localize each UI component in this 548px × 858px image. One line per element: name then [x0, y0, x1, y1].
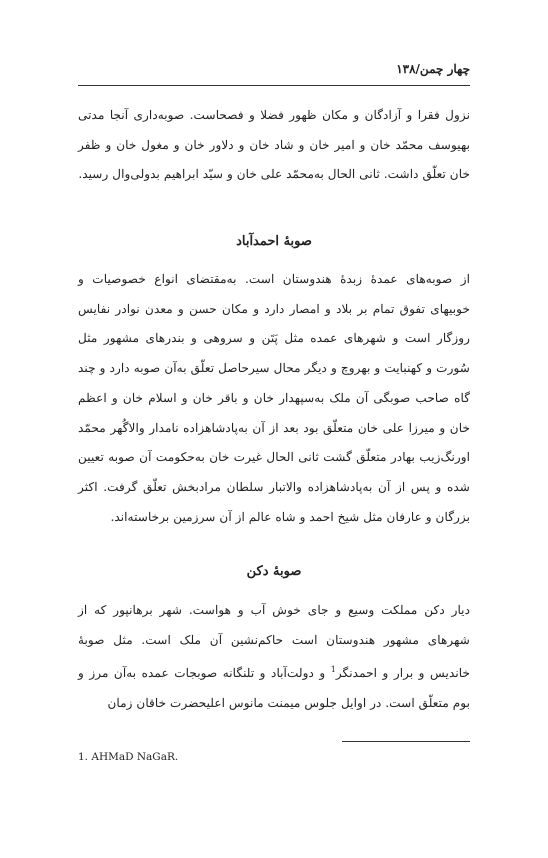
section-heading-ahmadabad: صوبهٔ احمدآباد	[236, 234, 312, 249]
header-divider	[78, 85, 470, 86]
footnote: 1. AHMaD NaGaR.	[78, 751, 179, 763]
running-header: چهار چمن/۱۳۸	[396, 62, 470, 76]
footnote-marker: 1	[330, 665, 336, 675]
paragraph-ahmadabad: از صوبه‌های عمدهٔ زبدهٔ هندوستان است. به‌مقتضای انواع خصوصیات و خوبیهای تفوق تمام بر بلاد و امصار دارد و مکان حسن و معدن نوادر نفایس روزگار است و شهرهای عمده مثل پَتَن و سروهی و بندرهای مشهور مثل سُورت و کهنبایت و بهروچ و دیگر محال سیرحاصل تعلّق به‌آن صوبه دارد و چند گاه صاحب صوبگی آن ملک به‌سپهدار خان و باقر خان و اسلام خان و اعظم خان و میرزا علی خان متعلّق بود بعد از آن به‌پادشاهزاده نامدار والاگُهر محمّد اورنگ‌زیب بهادر متعلّق گشت ثانی الحال غیرت خان به‌حکومت آن صوبه تعیین شده و پس از آن به‌پادشاهزاده والاتبار سلطان مرادبخش تعلّق گرفت. اکثر بزرگان و عارفان مثل شیخ احمد و شاه عالم از آن سرزمین برخاسته‌اند.	[78, 272, 470, 524]
paragraph-deccan-part1: دیار دکن مملکت وسیع و جای خوش آب و هواست. شهر برهانپور که از شهرهای مشهور هندوستان است حاکم‌نشین آن ملک است. مثل صوبهٔ خاندیس و برار و احمدنگر	[78, 603, 470, 681]
footnote-divider	[342, 741, 470, 742]
paragraph-intro: نزول فقرا و آزادگان و مکان ظهور فضلا و فصحاست. صوبه‌داری آنجا مدتی بهیوسف محمّد خان و امیر خان و شاد خان و دلاور خان و مغول خان و ظفر خان تعلّق داشت. ثانی الحال به‌محمّد علی خان و سیّد ابراهیم بدولی‌وال رسید.	[78, 108, 470, 182]
paragraph-deccan	[78, 596, 470, 719]
section-heading-deccan: صوبهٔ دکن	[246, 564, 302, 579]
paragraph-deccan-part2: و دولت‌آباد و تلنگانه صوبجات عمده به‌آن مرز و بوم متعلّق است. در اوایل جلوس میمنت مانوس اعلیحضرت خاقان زمان	[78, 666, 470, 711]
